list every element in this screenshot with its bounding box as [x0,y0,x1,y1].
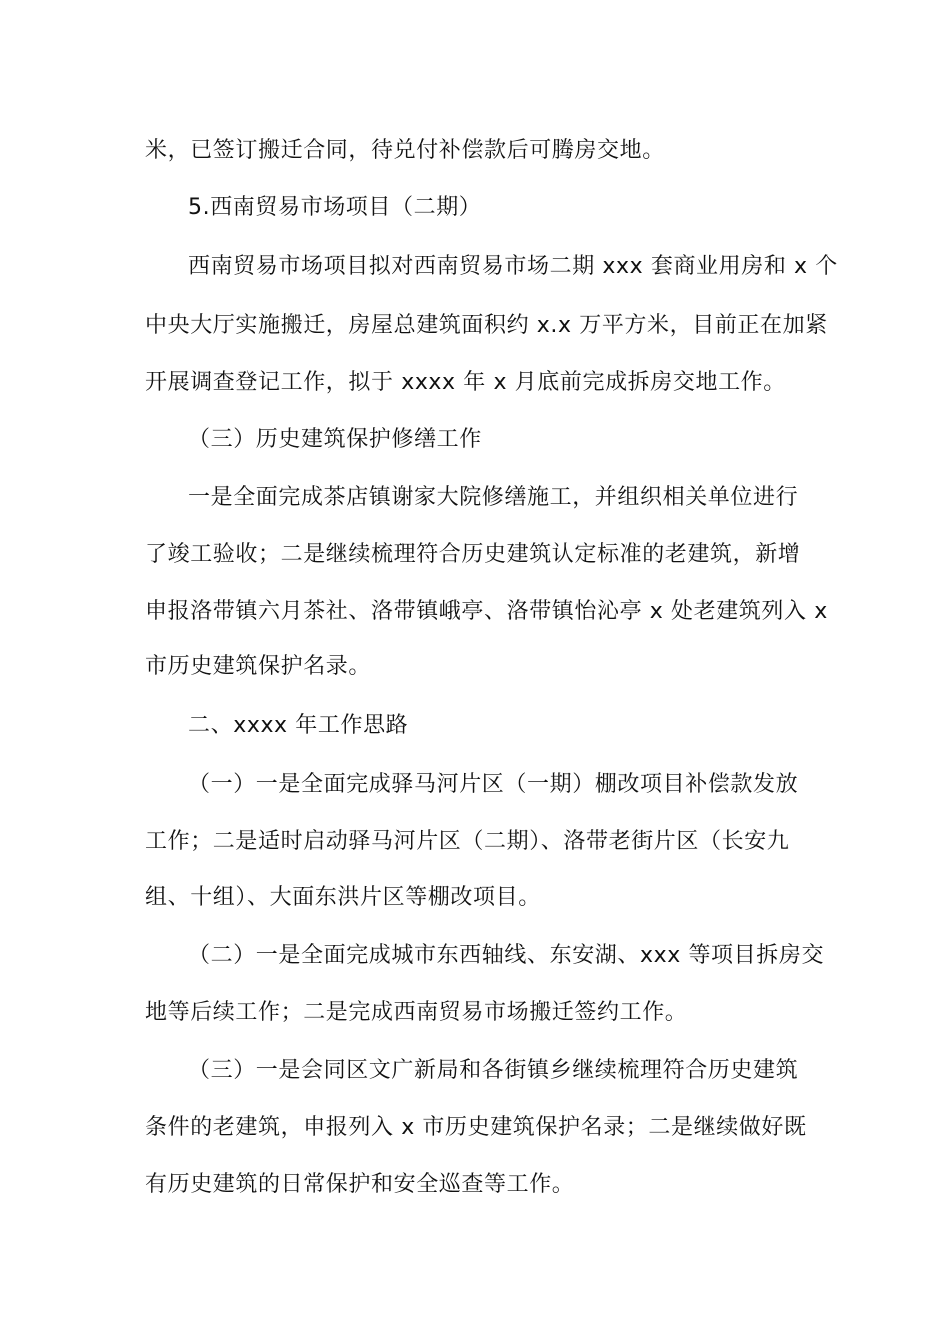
paragraph-line-18: 条件的老建筑，申报列入 x 市历史建筑保护名录；二是继续做好既 [145,1115,807,1140]
paragraph-line-12: （一）一是全面完成驿马河片区（一期）棚改项目补偿款发放 [188,772,799,797]
paragraph-line-10: 市历史建筑保护名录。 [145,654,372,679]
section-heading-2: 二、xxxx 年工作思路 [188,713,409,738]
section-heading-5: 5.西南贸易市场项目（二期） [188,195,482,220]
paragraph-line-8: 了竣工验收；二是继续梳理符合历史建筑认定标准的老建筑，新增 [145,542,801,567]
paragraph-line-16: 地等后续工作；二是完成西南贸易市场搬迁签约工作。 [145,1000,688,1025]
paragraph-line-9: 申报洛带镇六月茶社、洛带镇峨亭、洛带镇怡沁亭 x 处老建筑列入 x [145,599,828,624]
paragraph-line-14: 组、十组）、大面东洪片区等棚改项目。 [145,885,541,910]
section-heading-3: （三）历史建筑保护修缮工作 [188,427,482,452]
paragraph-line-7: 一是全面完成茶店镇谢家大院修缮施工，并组织相关单位进行 [188,485,799,510]
paragraph-line-17: （三）一是会同区文广新局和各街镇乡继续梳理符合历史建筑 [188,1058,799,1083]
paragraph-line-13: 工作；二是适时启动驿马河片区（二期）、洛带老街片区（长安九 [145,829,790,854]
paragraph-line-3: 西南贸易市场项目拟对西南贸易市场二期 xxx 套商业用房和 x 个 [188,254,838,279]
paragraph-line-4: 中央大厅实施搬迁，房屋总建筑面积约 x.x 万平方米，目前正在加紧 [145,313,828,338]
paragraph-line-19: 有历史建筑的日常保护和安全巡查等工作。 [145,1172,575,1197]
paragraph-line-5: 开展调查登记工作，拟于 xxxx 年 x 月底前完成拆房交地工作。 [145,370,786,395]
paragraph-line-1: 米，已签订搬迁合同，待兑付补偿款后可腾房交地。 [145,138,665,163]
paragraph-line-15: （二）一是全面完成城市东西轴线、东安湖、xxx 等项目拆房交 [188,943,825,968]
